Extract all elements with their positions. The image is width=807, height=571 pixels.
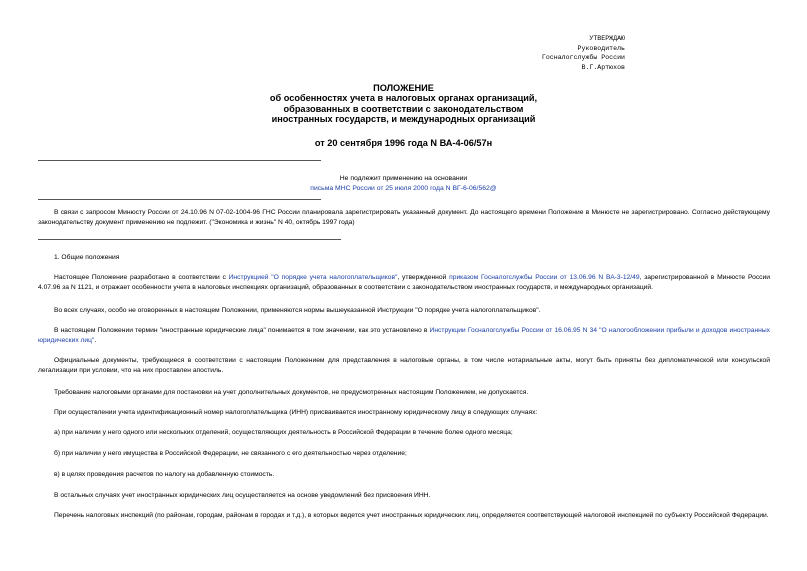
paragraph-text: , зарегистрированной в Минюсте России 4.07.96 за N 1121, и отражает особенности учета в налоговых инспекциях организаций, образованных в соответствии с законодательством иностранных государств, и международных организаций. [38, 274, 770, 292]
title-line: ПОЛОЖЕНИЕ [373, 83, 434, 93]
paragraph [38, 273, 770, 294]
list-item: в) в целях проведения расчетов по налогу на добавленную стоимость. [54, 471, 275, 478]
order-link[interactable]: приказом Госналогслужбы России от 13.06.96 N ВА-3-12/49 [449, 274, 640, 281]
paragraph-text: , утвержденной [397, 274, 450, 281]
list-item: б) при наличии у него имущества в Российской Федерации, не связанного с его деятельностью через отделение; [54, 450, 407, 457]
approval-line: УТВЕРЖДАЮ [589, 35, 625, 42]
status-note-text: Не подлежит применению на основании [339, 175, 468, 182]
approval-block [542, 34, 625, 72]
paragraph-text: Настоящее Положение разработано в соответствии с [54, 274, 229, 281]
divider [38, 239, 341, 240]
title-line: об особенностях учета в налоговых органах организаций, [269, 93, 538, 104]
paragraph: Официальные документы, требующиеся в соответствии с настоящим Положением для представления в налоговые органы, в том числе нотариальные акты, могут быть приняты без дипломатической или консульской легализации при условии, что на них проставлен апостиль. [38, 357, 770, 375]
status-note [0, 174, 807, 194]
document-date: от 20 сентября 1996 года N ВА-4-06/57н [314, 138, 493, 148]
title-line: иностранных государств, и международных организаций [271, 114, 536, 125]
paragraph-text: В настоящем Положении термин "иностранные юридические лица" понимается в том значении, как это установлено в [54, 327, 430, 334]
instruction-34-link[interactable]: Инструкции Госналогслужбы России от 16.06.95 N 34 "О налогообложении прибыли и доходов иностранных юридических лиц" [38, 327, 771, 345]
section-heading: 1. Общие положения [54, 254, 120, 261]
paragraph [38, 326, 770, 347]
instruction-link[interactable]: Инструкцией "О порядке учета налогоплательщиков" [228, 274, 398, 281]
paragraph: При осуществлении учета идентификационный номер налогоплательщика (ИНН) присваивается иностранному юридическому лицу в следующих случаях: [54, 409, 538, 416]
divider [38, 160, 321, 161]
approval-line: Госналогслужбы России [541, 54, 625, 62]
paragraph: Перечень налоговых инспекций (по районам, городам, районам в городах и т.д.), в которых ведется учет иностранных юридических лиц, определяется соответствующей налоговой инспекцией по субъекту Российской Федерации. [54, 512, 769, 519]
paragraph: В остальных случаях учет иностранных юридических лиц осуществляется на основе уведомлений без присвоения ИНН. [54, 492, 431, 499]
list-item: а) при наличии у него одного или нескольких отделений, осуществляющих деятельность в Российской Федерации в течение более одного месяца; [54, 429, 513, 436]
document-title [0, 83, 807, 125]
comment-paragraph: В связи с запросом Минюсту России от 24.10.96 N 07-02-1004-96 ГНС России планировала зарегистрировать указанный документ. До настоящего времени Положение в Минюсте не зарегистрировано. Согласно действующему законодательству документ применению не подлежит. ("Экономика и жизнь" N 40, октябрь 1997 года) [38, 209, 770, 227]
status-note-link[interactable]: письма МНС России от 25 июля 2000 года N ВГ-6-06/562@ [310, 185, 497, 192]
approval-line: Руководитель [577, 44, 625, 52]
paragraph-text: . [94, 337, 97, 345]
divider [38, 199, 321, 200]
paragraph: Требование налоговыми органами для постановки на учет дополнительных документов, не предусмотренных настоящим Положением, не допускается. [54, 389, 529, 396]
paragraph: Во всех случаях, особо не оговоренных в настоящем Положении, применяются нормы вышеуказанной Инструкции "О порядке учета налогоплательщиков". [54, 307, 541, 314]
approval-line: В.Г.Артюхов [581, 63, 625, 71]
title-line: образованных в соответствии с законодательством [283, 103, 524, 114]
